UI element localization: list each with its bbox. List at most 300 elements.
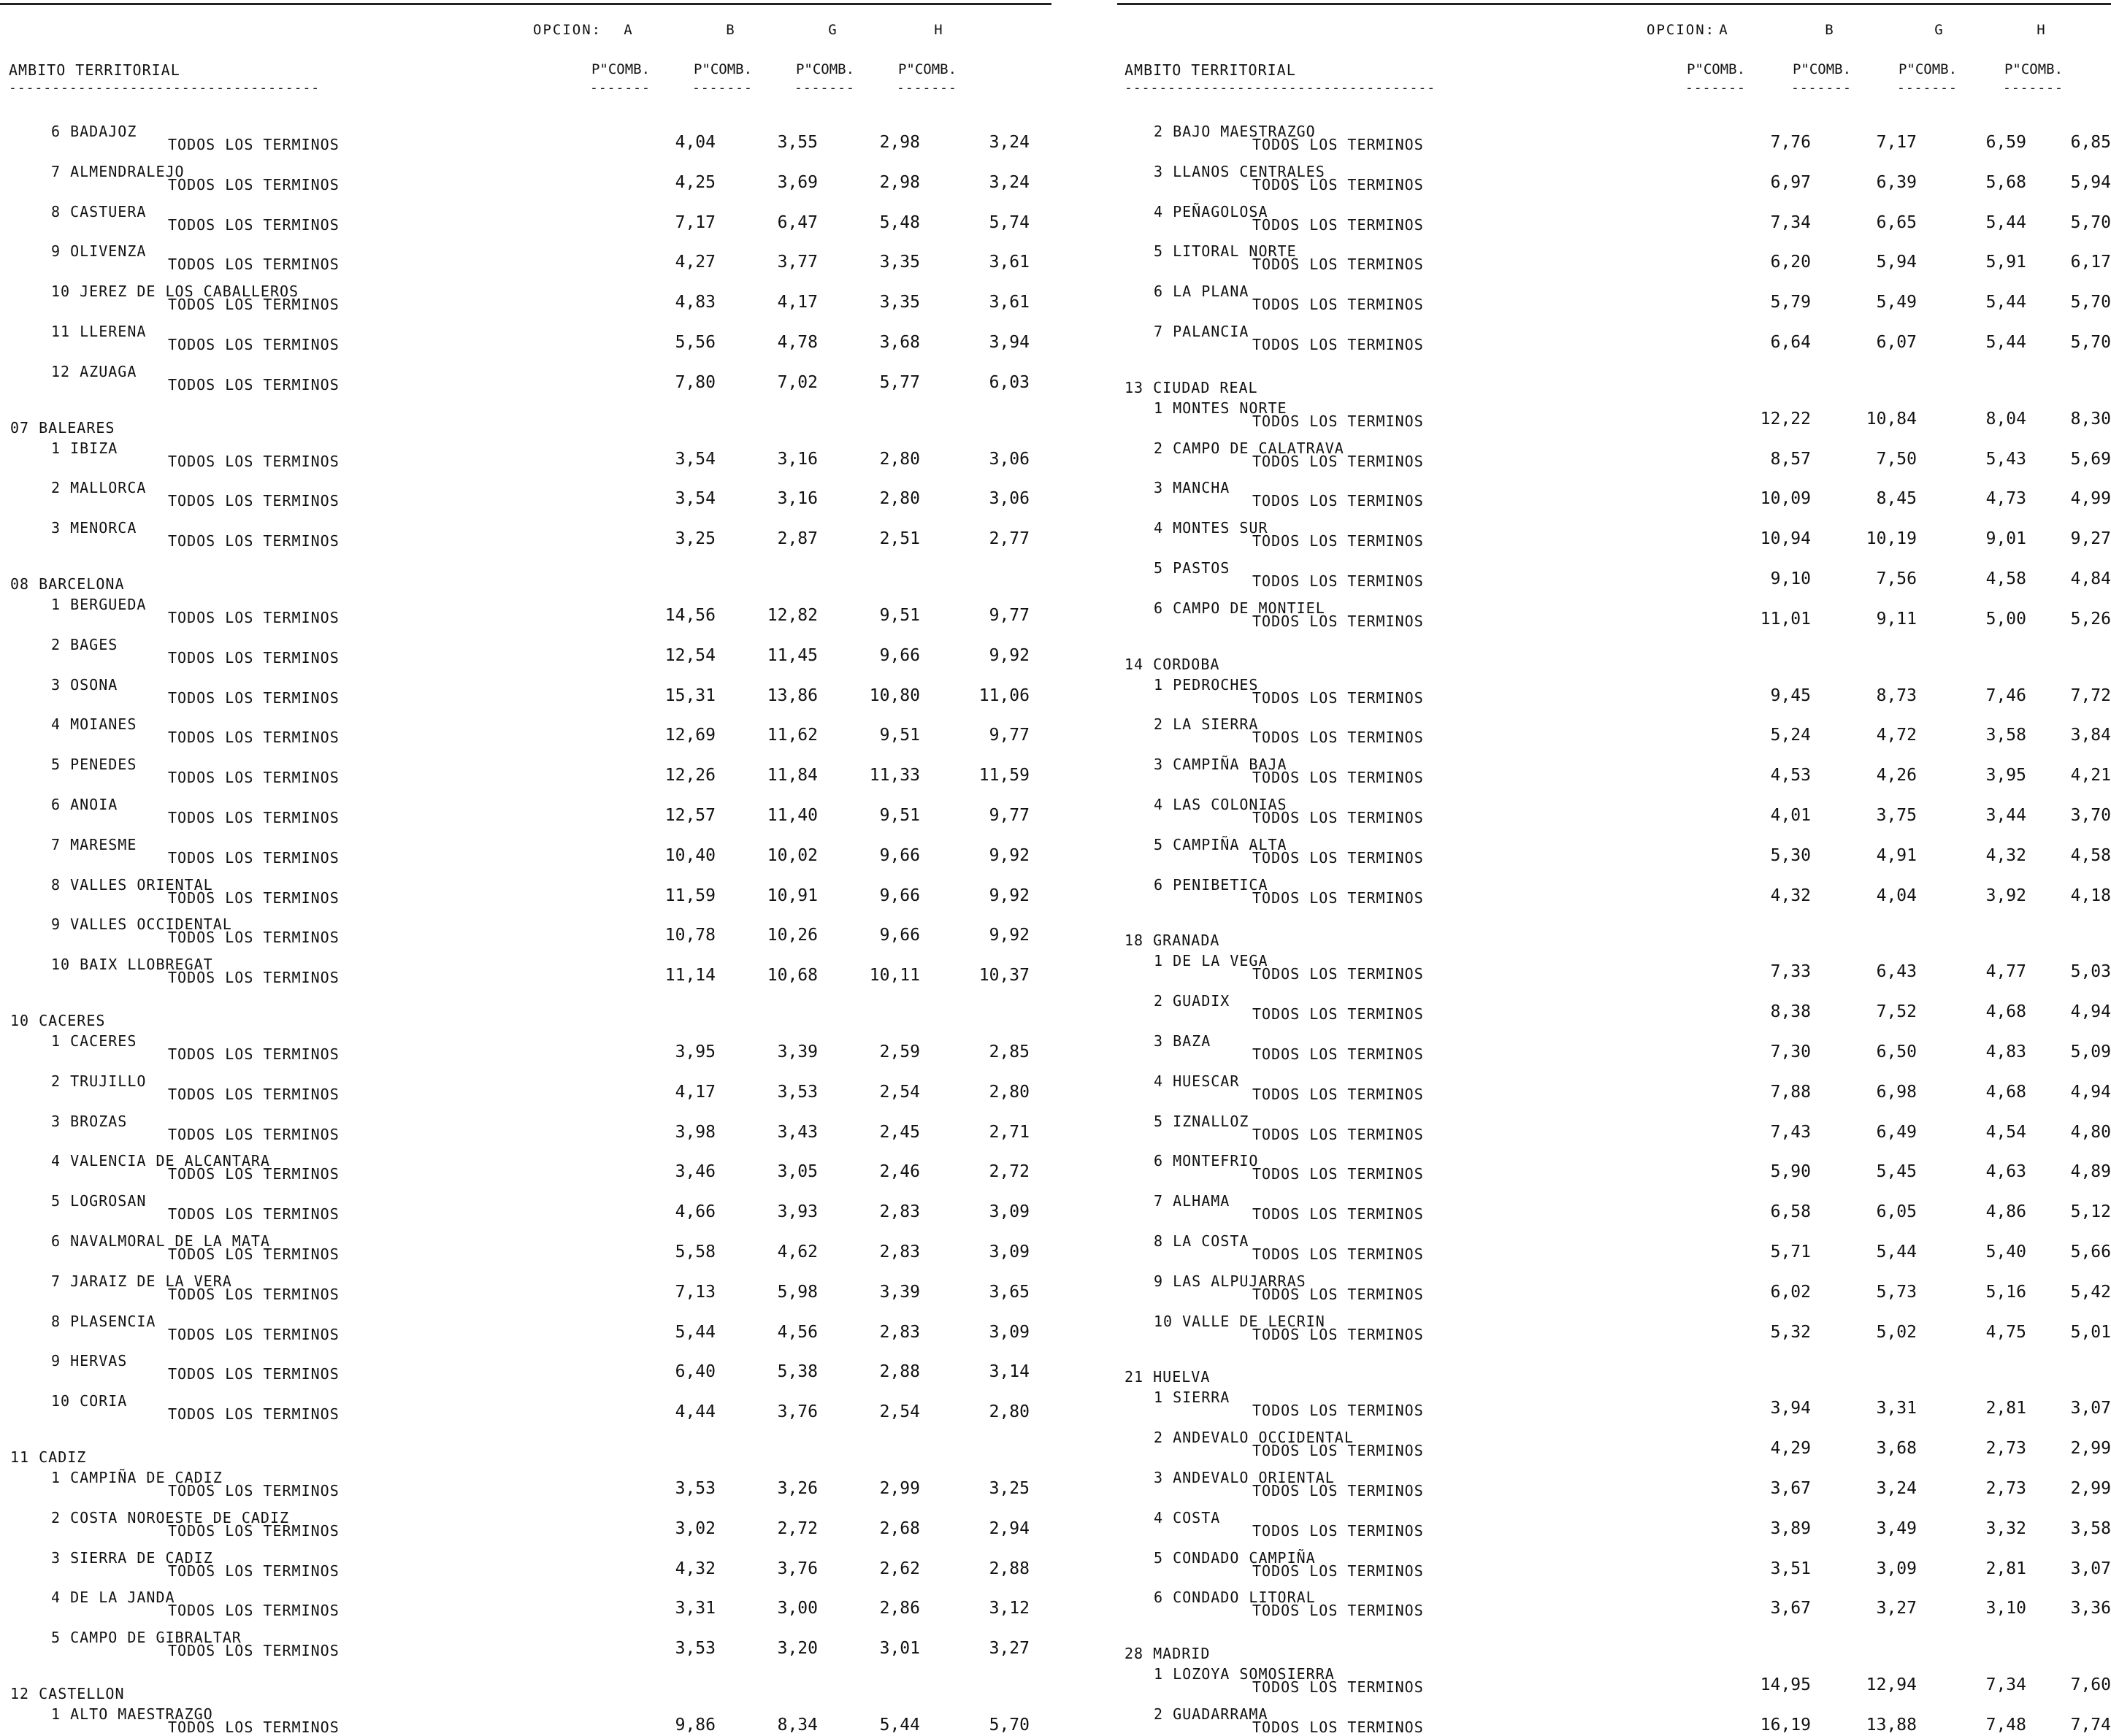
value-g: 5,40 [1985,1243,2026,1261]
value-h: 4,89 [2070,1162,2111,1182]
comarca-name: 2 CAMPO DE CALATRAVA [1154,439,1344,457]
value-g: 3,01 [879,1639,920,1659]
comarca-row [0,1112,1051,1143]
value-h: 5,03 [2070,962,2111,982]
comarca-name: 2 ANDEVALO OCCIDENTAL [1154,1429,1354,1447]
value-g: 5,44 [1985,212,2026,232]
comarca-name: 1 CAMPIÑA DE CADIZ [51,1469,223,1486]
comarca-name: 1 LOZOYA SOMOSIERRA [1154,1665,1335,1683]
comarca-row [1110,1705,2111,1736]
comarca-row [1110,756,2111,787]
comarca-name: 1 ALTO MAESTRAZGO [51,1705,213,1723]
comarca-row [1110,162,2111,193]
value-h: 5,26 [2070,609,2111,629]
comarca-name: 8 VALLES ORIENTAL [51,875,213,894]
comarca-row [0,283,1051,314]
comarca-row [0,1548,1051,1580]
value-h: 3,09 [989,1202,1030,1222]
value-b: 12,94 [1866,1675,1917,1695]
value-b: 10,19 [1866,529,1917,549]
comarca-row [1110,1665,2111,1697]
value-g: 2,81 [1985,1559,2026,1578]
value-a: 3,31 [675,1599,716,1618]
comarca-row [1110,1389,2111,1420]
comarca-row [0,956,1051,987]
comarca-name: 7 PALANCIA [1154,323,1249,340]
value-g: 5,44 [879,1716,920,1735]
terminos-label: TODOS LOS TERMINOS [1252,1718,1424,1736]
value-a: 3,94 [1770,1399,1811,1418]
value-b: 5,38 [777,1362,818,1382]
value-g: 3,95 [1985,766,2026,786]
value-b: 3,31 [1876,1399,1917,1418]
value-b: 4,04 [1876,886,1917,905]
comarca-name: 5 LITORAL NORTE [1154,242,1297,261]
value-h: 9,92 [989,845,1030,865]
comarca-name: 7 MARESME [51,835,137,853]
value-g: 3,68 [879,333,920,352]
comarca-name: 6 ANOIA [51,796,118,813]
value-a: 5,90 [1770,1162,1811,1182]
value-a: 7,33 [1770,962,1811,982]
comarca-row [1110,1548,2111,1580]
value-a: 3,51 [1770,1559,1811,1578]
comarca-name: 2 LA SIERRA [1154,715,1259,734]
value-b: 10,91 [767,886,818,905]
comarca-row [1110,1072,2111,1103]
comarca-row [0,756,1051,787]
province-heading: 13 CIUDAD REAL [1125,378,1258,396]
comarca-row [0,1469,1051,1499]
terminos-label: TODOS LOS TERMINOS [1252,612,1424,630]
value-h: 3,06 [989,449,1030,469]
comarca-row [0,1352,1051,1383]
comarca-name: 7 ALHAMA [1154,1192,1230,1210]
value-a: 5,44 [675,1322,716,1342]
value-h: 11,59 [978,766,1030,786]
value-a: 7,43 [1770,1122,1811,1142]
comarca-row [1110,1272,2111,1303]
comarca-name: 2 COSTA NOROESTE DE CADIZ [51,1508,290,1526]
opcion-label: OPCION: [1647,22,1716,38]
value-b: 3,09 [1876,1559,1917,1578]
province-heading: 07 BALEARES [10,418,115,437]
comarca-name: 5 CAMPIÑA ALTA [1154,835,1287,853]
value-b: 7,02 [777,372,818,392]
value-a: 8,57 [1770,449,1811,469]
top-rule [1117,3,2111,5]
value-b: 6,98 [1876,1082,1917,1102]
value-g: 7,46 [1985,685,2026,705]
terminos-label: TODOS LOS TERMINOS [168,175,340,193]
terminos-label: TODOS LOS TERMINOS [168,336,340,353]
comarca-row [1110,399,2111,430]
value-g: 4,58 [1985,569,2026,588]
comarca-name: 6 CAMPO DE MONTIEL [1154,599,1325,617]
value-a: 3,53 [675,1639,716,1659]
value-b: 3,55 [777,133,818,152]
terminos-label: TODOS LOS TERMINOS [1252,175,1424,193]
comarca-row [1110,1589,2111,1620]
terminos-label: TODOS LOS TERMINOS [168,1482,340,1499]
value-b: 5,94 [1876,253,1917,272]
value-h: 4,94 [2070,1002,2111,1022]
value-b: 6,43 [1876,962,1917,982]
value-h: 3,84 [2070,726,2111,745]
terminos-label: TODOS LOS TERMINOS [1252,532,1424,550]
value-b: 4,72 [1876,726,1917,745]
value-a: 4,25 [675,172,716,192]
value-g: 6,59 [1985,133,2026,152]
value-h: 3,09 [989,1322,1030,1342]
comarca-row [0,796,1051,826]
value-g: 2,54 [879,1082,920,1102]
terminos-label: TODOS LOS TERMINOS [1252,1521,1424,1540]
terminos-label: TODOS LOS TERMINOS [168,1045,340,1063]
value-g: 9,66 [879,845,920,865]
value-g: 9,66 [879,645,920,665]
value-b: 10,26 [767,926,818,945]
comarca-name: 8 LA COSTA [1154,1232,1249,1250]
terminos-label: TODOS LOS TERMINOS [1252,1562,1424,1580]
value-g: 4,73 [1985,489,2026,509]
value-g: 4,77 [1985,962,2026,982]
value-b: 8,34 [777,1716,818,1735]
value-g: 2,81 [1985,1399,2026,1418]
value-h: 5,01 [2070,1322,2111,1342]
value-a: 10,78 [664,926,716,945]
value-b: 5,98 [777,1282,818,1302]
value-g: 2,45 [879,1122,920,1142]
terminos-label: TODOS LOS TERMINOS [168,688,340,707]
value-a: 7,13 [675,1282,716,1302]
comarca-row [1110,1032,2111,1063]
value-a: 15,31 [664,685,716,705]
terminos-label: TODOS LOS TERMINOS [1252,1482,1424,1499]
value-g: 2,73 [1985,1479,2026,1498]
comarca-row [0,242,1051,274]
value-g: 2,80 [879,489,920,509]
comarca-row [1110,796,2111,826]
value-h: 3,25 [989,1479,1030,1498]
opcion-label: OPCION: [533,22,602,38]
value-g: 2,98 [879,133,920,152]
comarca-name: 3 OSONA [51,675,118,694]
value-g: 7,48 [1985,1716,2026,1735]
option-b-label: B [726,22,735,38]
value-b: 3,39 [777,1042,818,1061]
value-h: 5,12 [2070,1202,2111,1222]
value-h: 3,09 [989,1243,1030,1261]
value-h: 9,77 [989,806,1030,825]
value-g: 9,01 [1985,529,2026,549]
value-h: 3,24 [989,172,1030,192]
value-b: 6,39 [1876,172,1917,192]
terminos-label: TODOS LOS TERMINOS [1252,1125,1424,1143]
value-a: 7,17 [675,212,716,232]
comarca-row [0,1192,1051,1224]
comarca-name: 3 LLANOS CENTRALES [1154,162,1325,180]
value-h: 2,72 [989,1162,1030,1182]
terminos-label: TODOS LOS TERMINOS [1252,492,1424,510]
value-a: 3,54 [675,449,716,469]
value-g: 2,62 [879,1559,920,1578]
comarca-row [0,123,1051,153]
value-g: 2,80 [879,449,920,469]
pcomb-header-b: P"COMB. [693,61,753,77]
value-g: 3,32 [1985,1518,2026,1538]
option-a-label: A [624,22,632,38]
comarca-row [0,1032,1051,1063]
comarca-name: 4 VALENCIA DE ALCANTARA [51,1152,270,1170]
comarca-name: 2 BAJO MAESTRAZGO [1154,123,1316,140]
comarca-name: 6 LA PLANA [1154,283,1249,301]
option-g-label: G [1934,22,1943,38]
pcomb-header-h: P"COMB. [2004,61,2064,77]
terminos-label: TODOS LOS TERMINOS [168,1642,340,1660]
pcomb-header-g: P"COMB. [1898,61,1958,77]
terminos-label: TODOS LOS TERMINOS [1252,809,1424,826]
value-a: 14,95 [1760,1675,1811,1695]
value-b: 6,47 [777,212,818,232]
value-a: 9,86 [675,1716,716,1735]
terminos-label: TODOS LOS TERMINOS [1252,572,1424,590]
terminos-label: TODOS LOS TERMINOS [168,609,340,626]
value-a: 3,98 [675,1122,716,1142]
value-a: 5,71 [1770,1243,1811,1261]
pcomb-rule-a: ------- [1685,80,1746,96]
value-h: 3,61 [989,293,1030,312]
value-a: 5,56 [675,333,716,352]
value-b: 5,45 [1876,1162,1917,1182]
comarca-name: 1 MONTES NORTE [1154,399,1287,417]
value-b: 3,16 [777,489,818,509]
value-b: 8,45 [1876,489,1917,509]
value-a: 14,56 [664,606,716,625]
pcomb-rule-a: ------- [590,80,651,96]
value-a: 3,46 [675,1162,716,1182]
value-b: 5,49 [1876,293,1917,312]
value-a: 6,58 [1770,1202,1811,1222]
value-a: 5,24 [1770,726,1811,745]
value-a: 5,32 [1770,1322,1811,1342]
value-h: 7,72 [2070,685,2111,705]
value-g: 2,83 [879,1243,920,1261]
comarca-row [1110,715,2111,747]
value-a: 12,26 [664,766,716,786]
value-g: 3,58 [1985,726,2026,745]
terminos-label: TODOS LOS TERMINOS [1252,1442,1424,1460]
comarca-row [1110,283,2111,314]
province-heading: 12 CASTELLON [10,1685,125,1702]
terminos-label: TODOS LOS TERMINOS [1252,1045,1424,1063]
terminos-label: TODOS LOS TERMINOS [1252,1085,1424,1103]
terminos-label: TODOS LOS TERMINOS [168,769,340,787]
pcomb-header-g: P"COMB. [795,61,855,77]
value-h: 3,12 [989,1599,1030,1618]
comarca-name: 6 MONTEFRIO [1154,1152,1259,1170]
comarca-row [0,1705,1051,1736]
province-heading: 14 CORDOBA [1125,655,1220,673]
comarca-row [1110,242,2111,274]
value-a: 3,02 [675,1518,716,1538]
value-b: 3,26 [777,1479,818,1498]
option-h-label: H [934,22,943,38]
value-a: 4,44 [675,1402,716,1422]
comarca-row [1110,952,2111,983]
comarca-row [0,635,1051,667]
comarca-name: 9 LAS ALPUJARRAS [1154,1272,1306,1290]
value-b: 3,76 [777,1402,818,1422]
value-g: 3,10 [1985,1599,2026,1618]
value-h: 4,84 [2070,569,2111,588]
value-h: 4,21 [2070,766,2111,786]
comarca-row [0,915,1051,947]
value-a: 3,67 [1770,1479,1811,1498]
comarca-name: 1 PEDROCHES [1154,675,1259,694]
value-h: 5,74 [989,212,1030,232]
comarca-row [1110,323,2111,353]
terminos-label: TODOS LOS TERMINOS [168,136,340,153]
value-h: 3,70 [2070,806,2111,825]
comarca-name: 10 BAIX LLOBREGAT [51,956,213,974]
comarca-name: 5 IZNALLOZ [1154,1112,1249,1130]
value-a: 9,45 [1770,685,1811,705]
comarca-name: 3 MANCHA [1154,479,1230,497]
value-a: 4,04 [675,133,716,152]
value-b: 3,27 [1876,1599,1917,1618]
value-a: 3,67 [1770,1599,1811,1618]
value-g: 8,04 [1985,409,2026,429]
terminos-label: TODOS LOS TERMINOS [168,729,340,747]
value-a: 4,01 [1770,806,1811,825]
comarca-name: 2 TRUJILLO [51,1072,147,1090]
value-h: 6,17 [2070,253,2111,272]
value-a: 12,22 [1760,409,1811,429]
comarca-name: 7 JARAIZ DE LA VERA [51,1272,232,1290]
comarca-name: 3 MENORCA [51,519,137,537]
comarca-name: 10 CORIA [51,1392,128,1410]
value-b: 13,86 [767,685,818,705]
terminos-label: TODOS LOS TERMINOS [1252,729,1424,747]
value-h: 3,06 [989,489,1030,509]
terminos-label: TODOS LOS TERMINOS [168,492,340,510]
value-h: 2,71 [989,1122,1030,1142]
value-h: 2,88 [989,1559,1030,1578]
value-b: 4,91 [1876,845,1917,865]
value-h: 11,06 [978,685,1030,705]
terminos-label: TODOS LOS TERMINOS [168,1521,340,1540]
comarca-name: 4 LAS COLONIAS [1154,796,1287,813]
value-h: 3,36 [2070,1599,2111,1618]
pcomb-rule-b: ------- [692,80,753,96]
comarca-name: 4 DE LA JANDA [51,1589,175,1607]
value-b: 3,43 [777,1122,818,1142]
value-b: 4,26 [1876,766,1917,786]
value-h: 4,80 [2070,1122,2111,1142]
value-a: 4,29 [1770,1439,1811,1459]
value-a: 3,95 [675,1042,716,1061]
value-g: 10,80 [869,685,920,705]
pcomb-rule-g: ------- [1897,80,1958,96]
comarca-row [0,1629,1051,1660]
value-g: 5,43 [1985,449,2026,469]
value-h: 2,94 [989,1518,1030,1538]
value-a: 6,40 [675,1362,716,1382]
comarca-row [0,1272,1051,1303]
terminos-label: TODOS LOS TERMINOS [1252,1402,1424,1420]
value-b: 6,49 [1876,1122,1917,1142]
comarca-name: 12 AZUAGA [51,362,137,380]
value-h: 9,92 [989,886,1030,905]
value-g: 2,73 [1985,1439,2026,1459]
value-h: 7,60 [2070,1675,2111,1695]
value-h: 3,14 [989,1362,1030,1382]
comarca-name: 5 PASTOS [1154,559,1230,577]
comarca-row [1110,1429,2111,1460]
value-h: 6,03 [989,372,1030,392]
ambito-territorial-header: AMBITO TERRITORIAL [1125,61,1296,79]
comarca-row [1110,1469,2111,1499]
value-h: 3,27 [989,1639,1030,1659]
terminos-label: TODOS LOS TERMINOS [168,215,340,234]
value-g: 2,83 [879,1202,920,1222]
value-h: 3,07 [2070,1399,2111,1418]
value-a: 10,09 [1760,489,1811,509]
comarca-row [0,519,1051,550]
comarca-name: 11 LLERENA [51,323,147,340]
comarca-name: 2 BAGES [51,635,118,653]
value-b: 10,84 [1866,409,1917,429]
comarca-row [0,835,1051,867]
value-g: 5,48 [879,212,920,232]
pcomb-header-a: P"COMB. [591,61,651,77]
value-g: 2,98 [879,172,920,192]
value-b: 10,02 [767,845,818,865]
value-b: 3,77 [777,253,818,272]
value-b: 4,78 [777,333,818,352]
comarca-row [1110,202,2111,234]
terminos-label: TODOS LOS TERMINOS [1252,1285,1424,1303]
value-a: 5,58 [675,1243,716,1261]
value-h: 5,42 [2070,1282,2111,1302]
value-h: 5,70 [2070,333,2111,352]
comarca-row [1110,1192,2111,1224]
value-b: 7,17 [1876,133,1917,152]
value-g: 3,44 [1985,806,2026,825]
terminos-label: TODOS LOS TERMINOS [168,1562,340,1580]
value-h: 3,65 [989,1282,1030,1302]
comarca-row [1110,519,2111,550]
value-h: 2,80 [989,1082,1030,1102]
value-g: 3,92 [1985,886,2026,905]
value-b: 3,76 [777,1559,818,1578]
terminos-label: TODOS LOS TERMINOS [168,532,340,550]
comarca-name: 5 LOGROSAN [51,1192,147,1210]
value-b: 12,82 [767,606,818,625]
terminos-label: TODOS LOS TERMINOS [168,1602,340,1620]
comarca-row [1110,123,2111,153]
value-a: 9,10 [1770,569,1811,588]
comarca-name: 1 CACERES [51,1032,137,1050]
value-a: 12,69 [664,726,716,745]
option-b-label: B [1825,22,1834,38]
value-h: 5,94 [2070,172,2111,192]
comarca-row [1110,675,2111,707]
option-a-label: A [1719,22,1728,38]
comarca-name: 8 PLASENCIA [51,1312,156,1330]
comarca-name: 3 ANDEVALO ORIENTAL [1154,1469,1335,1486]
